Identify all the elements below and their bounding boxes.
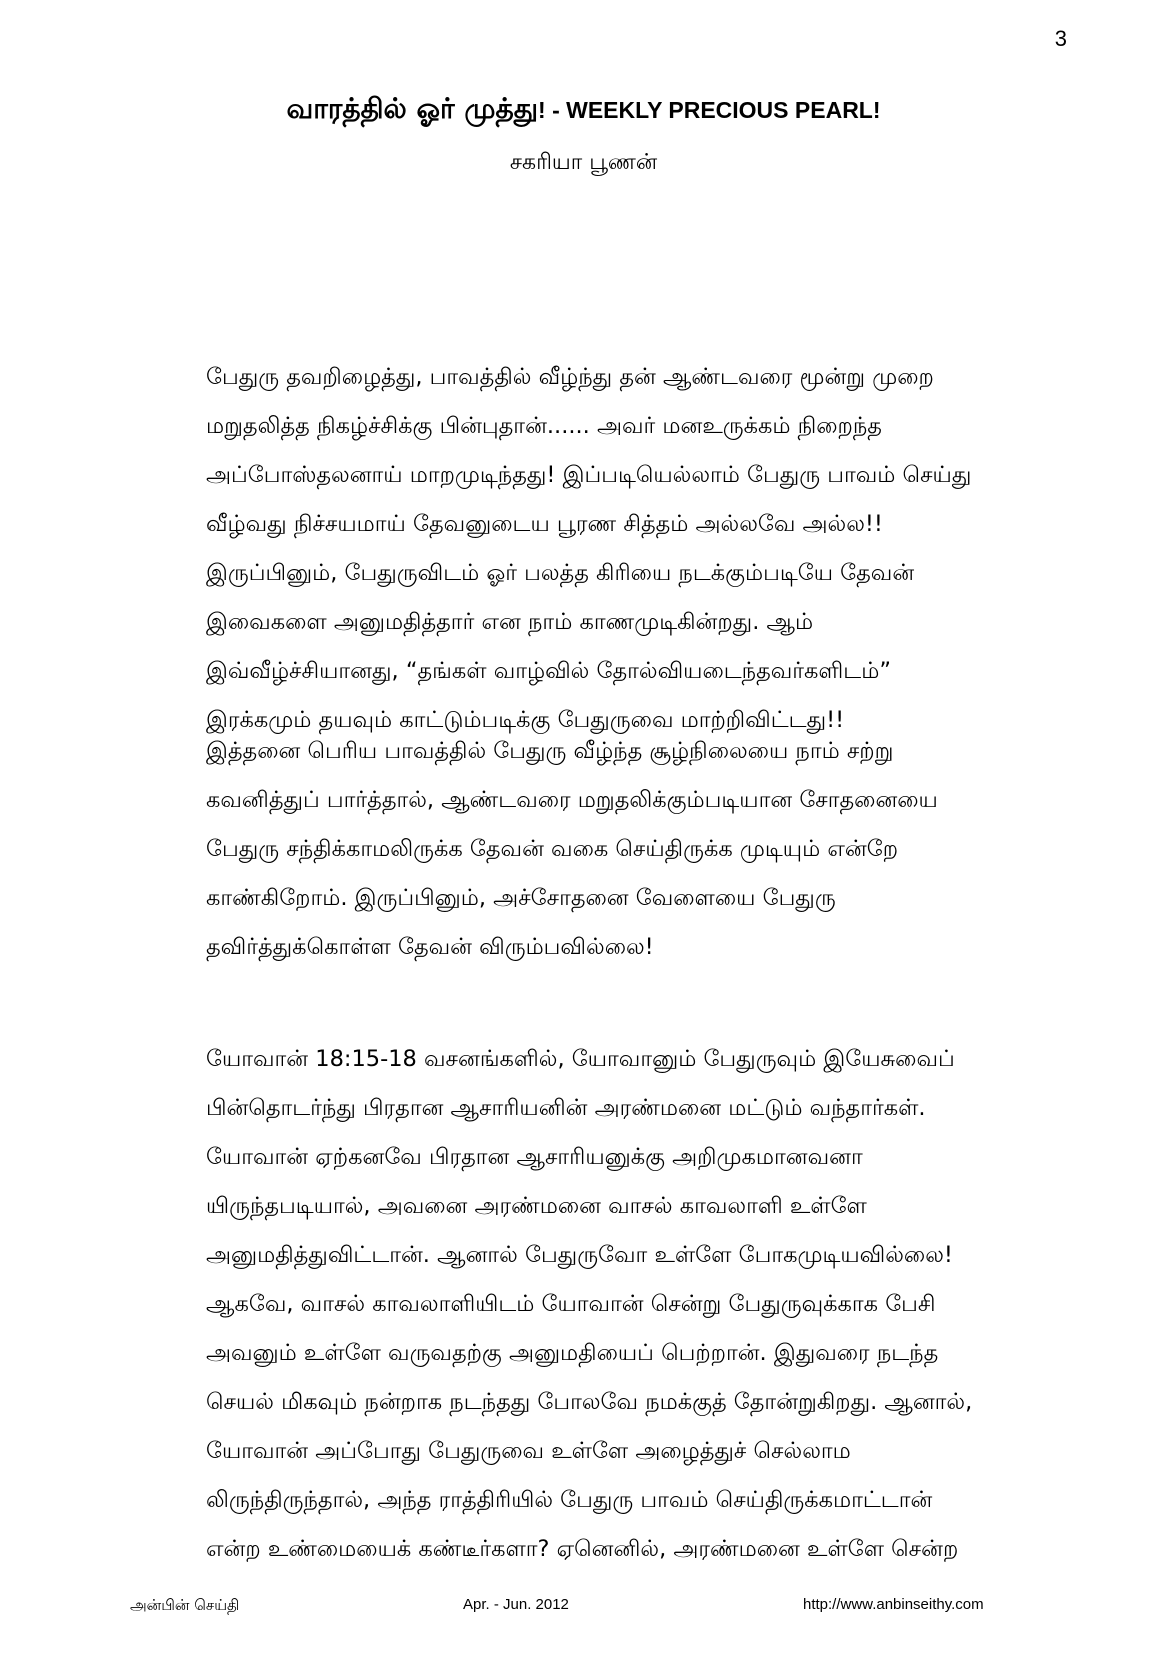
title-english: WEEKLY PRECIOUS PEARL! bbox=[566, 97, 881, 123]
text-line: இவ்வீழ்ச்சியானது, “தங்கள் வாழ்வில் தோல்வியடைந்தவர்களிடம்” bbox=[206, 658, 891, 684]
footer-website-link[interactable]: http://www.anbinseithy.com bbox=[803, 1596, 984, 1613]
text-line: தவிர்த்துக்கொள்ள தேவன் விரும்பவில்லை! bbox=[206, 934, 654, 960]
title-tamil: வாரத்தில் ஓர் முத்து bbox=[286, 92, 539, 125]
author-name: சகரியா பூணன் bbox=[509, 150, 658, 175]
text-line: என்ற உண்மையைக் கண்டீர்களா? ஏனெனில், அரண்மனை உள்ளே சென்ற bbox=[206, 1536, 959, 1562]
text-line: அனுமதித்துவிட்டான். ஆனால் பேதுருவோ உள்ளே போகமுடியவில்லை! bbox=[206, 1242, 953, 1268]
footer-publication-name: அன்பின் செய்தி bbox=[130, 1596, 240, 1614]
text-line: லிருந்திருந்தால், அந்த ராத்திரியில் பேதுரு பாவம் செய்திருக்கமாட்டான் bbox=[206, 1487, 933, 1513]
text-line: யிருந்தபடியால், அவனை அரண்மனை வாசல் காவலாளி உள்ளே bbox=[206, 1193, 867, 1219]
paragraph-1 bbox=[206, 353, 1086, 745]
paragraph-2 bbox=[206, 727, 1086, 972]
text-line: பேதுரு சந்திக்காமலிருக்க தேவன் வகை செய்திருக்க முடியும் என்றே bbox=[206, 836, 899, 862]
text-line: செயல் மிகவும் நன்றாக நடந்தது போலவே நமக்குத் தோன்றுகிறது. ஆனால், bbox=[206, 1389, 973, 1415]
page-number: 3 bbox=[1054, 26, 1067, 51]
text-line: யோவான் ஏற்கனவே பிரதான ஆசாரியனுக்கு அறிமுகமானவனா bbox=[206, 1144, 863, 1170]
text-line: இரக்கமும் தயவும் காட்டும்படிக்கு பேதுருவை மாற்றிவிட்டது!! bbox=[206, 707, 845, 733]
text-line: அவனும் உள்ளே வருவதற்கு அனுமதியைப் பெற்றான். இதுவரை நடந்த bbox=[206, 1340, 939, 1366]
text-line: கவனித்துப் பார்த்தால், ஆண்டவரை மறுதலிக்கும்படியான சோதனையை bbox=[206, 787, 938, 813]
text-line: அப்போஸ்தலனாய் மாறமுடிந்தது! இப்படியெல்லாம் பேதுரு பாவம் செய்து bbox=[206, 462, 972, 488]
page-title bbox=[0, 92, 1167, 129]
text-line: பின்தொடர்ந்து பிரதான ஆசாரியனின் அரண்மனை மட்டும் வந்தார்கள். bbox=[206, 1095, 926, 1121]
text-line: யோவான் 18:15-18 வசனங்களில், யோவானும் பேதுருவும் இயேசுவைப் bbox=[206, 1046, 955, 1072]
text-line: யோவான் அப்போது பேதுருவை உள்ளே அழைத்துச் செல்லாம bbox=[206, 1438, 851, 1464]
text-line: வீழ்வது நிச்சயமாய் தேவனுடைய பூரண சித்தம் அல்லவே அல்ல!! bbox=[206, 511, 883, 537]
text-line: இவைகளை அனுமதித்தார் என நாம் காணமுடிகின்றது. ஆம் bbox=[206, 609, 814, 635]
text-line: ஆகவே, வாசல் காவலாளியிடம் யோவான் சென்று பேதுருவுக்காக பேசி bbox=[206, 1291, 936, 1317]
text-line: இத்தனை பெரிய பாவத்தில் பேதுரு வீழ்ந்த சூழ்நிலையை நாம் சற்று bbox=[206, 738, 894, 764]
text-line: மறுதலித்த நிகழ்ச்சிக்கு பின்புதான்...... அவர் மனஉருக்கம் நிறைந்த bbox=[206, 413, 882, 439]
text-line: பேதுரு தவறிழைத்து, பாவத்தில் வீழ்ந்து தன் ஆண்டவரை மூன்று முறை bbox=[206, 364, 934, 390]
title-separator: ! - bbox=[538, 97, 567, 123]
text-line: காண்கிறோம். இருப்பினும், அச்சோதனை வேளையை பேதுரு bbox=[206, 885, 836, 911]
text-line: இருப்பினும், பேதுருவிடம் ஓர் பலத்த கிரியை நடக்கும்படியே தேவன் bbox=[206, 560, 915, 586]
paragraph-3 bbox=[206, 1035, 1086, 1574]
footer-issue-date: Apr. - Jun. 2012 bbox=[463, 1596, 569, 1613]
